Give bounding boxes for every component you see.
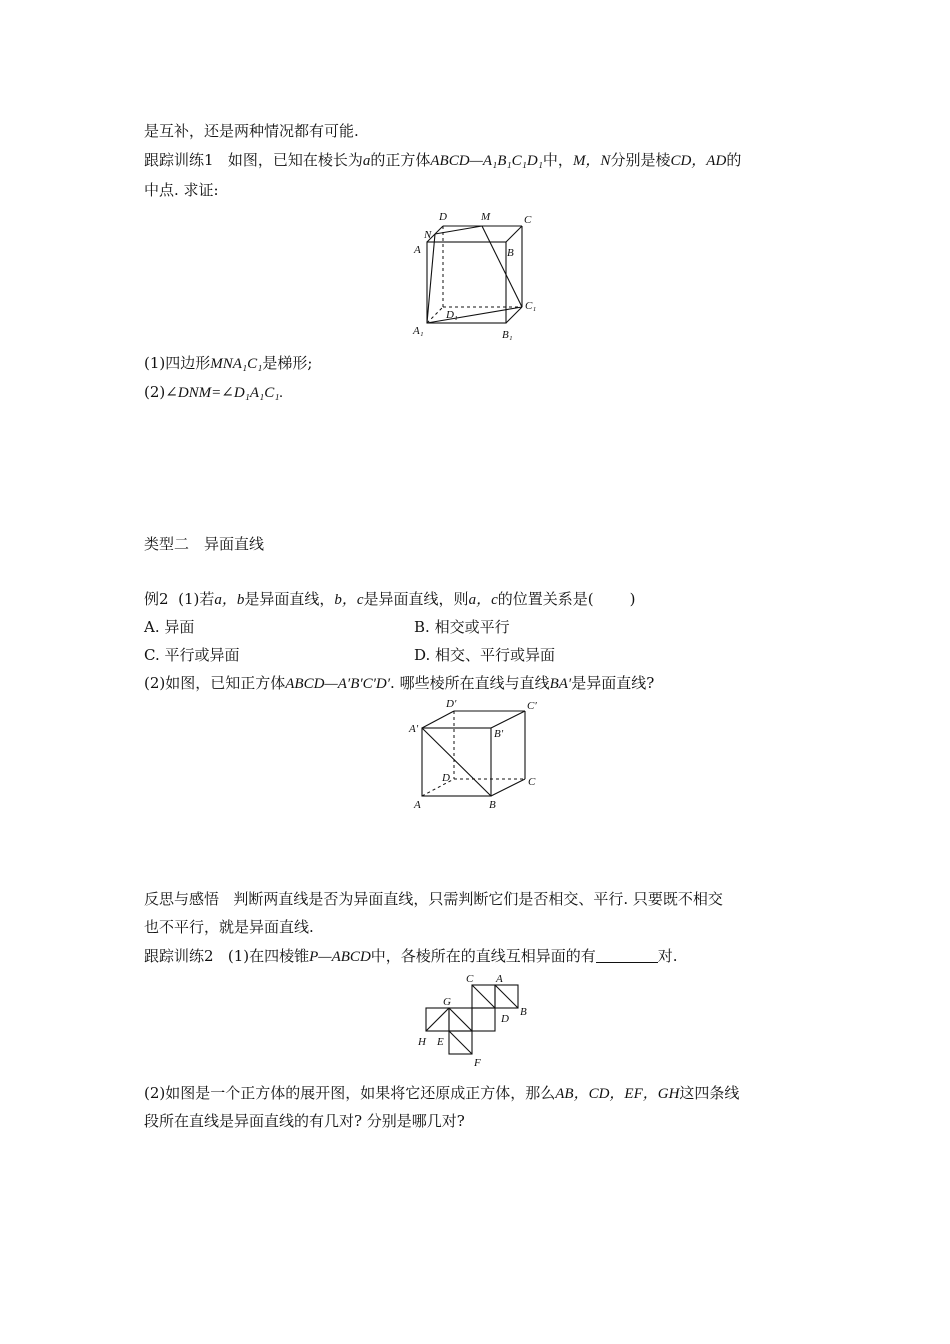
label-A: A bbox=[496, 973, 503, 985]
label-A: A bbox=[414, 244, 421, 256]
practice2-q1 bbox=[144, 946, 678, 967]
label-G: G bbox=[443, 996, 451, 1008]
label-A-prime: A′ bbox=[409, 723, 419, 735]
cube-net-figure bbox=[408, 970, 558, 1080]
reflection-label: 反思与感悟 bbox=[144, 890, 220, 908]
reflection-line1 bbox=[144, 889, 723, 909]
practice1-text: 的正方体 bbox=[370, 151, 431, 169]
label-B: B bbox=[520, 1006, 527, 1018]
ex2-text: . 哪些棱所在直线与直线 bbox=[390, 674, 550, 692]
option-A[interactable] bbox=[144, 617, 194, 637]
line-name: BA′ bbox=[549, 676, 572, 692]
option-key: D. bbox=[414, 646, 431, 664]
label-D1: D₁ bbox=[446, 309, 458, 321]
option-text: 异面 bbox=[164, 618, 195, 636]
p2-text: 这四条线 bbox=[679, 1084, 740, 1102]
edges-cd-ad: CD，AD bbox=[670, 153, 727, 169]
front-face bbox=[427, 242, 506, 323]
label-C: C bbox=[528, 776, 536, 788]
var-a: a bbox=[362, 153, 371, 169]
p2-text: 中，各棱所在的直线互相异面的有 bbox=[370, 947, 596, 965]
option-key: C. bbox=[144, 646, 160, 664]
intro-text: 是互补，还是两种情况都有可能. bbox=[144, 122, 359, 140]
practice1-text: 中， bbox=[542, 151, 573, 169]
label-C: C bbox=[524, 214, 532, 226]
q1-prefix: (1)四边形 bbox=[144, 354, 211, 372]
option-B[interactable] bbox=[414, 617, 510, 637]
answer-blank[interactable] bbox=[596, 948, 658, 963]
label-H: H bbox=[418, 1036, 426, 1048]
p2-text: (1)在四棱锥 bbox=[227, 947, 310, 965]
label-C1: C₁ bbox=[525, 300, 537, 312]
label-C-prime: C′ bbox=[527, 700, 537, 712]
example2-q1 bbox=[144, 589, 635, 610]
practice1-label: 跟踪训练1 bbox=[144, 151, 214, 169]
cube-figure-2 bbox=[408, 698, 558, 813]
example2-q2 bbox=[144, 673, 654, 694]
option-key: A. bbox=[144, 618, 160, 636]
ex2-text: 是异面直线， bbox=[244, 590, 335, 608]
p2-text: (2)如图是一个正方体的展开图，如果将它还原成正方体，那么 bbox=[144, 1084, 556, 1102]
p2-text: 对. bbox=[657, 947, 678, 965]
label-B: B bbox=[507, 247, 514, 259]
cube-name: ABCD—A′B′C′D′ bbox=[285, 676, 391, 692]
label-A: A bbox=[414, 799, 421, 811]
ex2-var: b，c bbox=[334, 592, 364, 608]
label-N: N bbox=[424, 229, 432, 241]
practice1-text: 如图，已知在棱长为 bbox=[227, 151, 363, 169]
practice1-line1 bbox=[144, 150, 741, 171]
practice1-text: 的 bbox=[726, 151, 742, 169]
cube-figure-1 bbox=[410, 208, 550, 343]
practice1-q1 bbox=[144, 353, 312, 374]
reflection-text: 判断两直线是否为异面直线，只需判断它们是否相交、平行. 只要既不相交 bbox=[233, 890, 723, 908]
label-D: D bbox=[501, 1013, 509, 1025]
reflection-line2: 也不平行，就是异面直线. bbox=[144, 918, 314, 936]
ex2-text: (1)若 bbox=[178, 590, 215, 608]
label-B1: B₁ bbox=[502, 329, 513, 341]
practice1-q2 bbox=[144, 382, 283, 403]
practice2-label: 跟踪训练2 bbox=[144, 947, 214, 965]
option-text: 相交或平行 bbox=[434, 618, 510, 636]
q2-prefix: (2)∠ bbox=[144, 383, 178, 401]
label-B: B bbox=[489, 799, 496, 811]
label-D-prime: D′ bbox=[446, 698, 457, 710]
label-C: C bbox=[466, 973, 474, 985]
pyramid-name: P—ABCD bbox=[309, 949, 371, 965]
label-E: E bbox=[437, 1036, 444, 1048]
practice2-q2-line1 bbox=[144, 1083, 739, 1104]
example2-label: 例2 bbox=[144, 590, 169, 608]
ex2-var: a，b bbox=[214, 592, 245, 608]
quad-name: MNA₁C₁ bbox=[210, 356, 263, 372]
diagonal-BA bbox=[422, 728, 491, 796]
q1-suffix: 是梯形; bbox=[262, 354, 313, 372]
practice1-text: 分别是棱 bbox=[610, 151, 671, 169]
section-title: 类型二 异面直线 bbox=[144, 535, 265, 553]
option-D[interactable] bbox=[414, 645, 555, 665]
ex2-text: 是异面直线? bbox=[571, 674, 655, 692]
ex2-text: 是异面直线，则 bbox=[363, 590, 469, 608]
practice2-q2-line2: 段所在直线是异面直线的有几对? 分别是哪几对? bbox=[144, 1112, 465, 1130]
ex2-var: a，c bbox=[468, 592, 498, 608]
segment-names: AB，CD，EF，GH bbox=[555, 1086, 680, 1102]
label-B-prime: B′ bbox=[494, 728, 504, 740]
option-text: 相交、平行或异面 bbox=[435, 646, 556, 664]
label-D: D bbox=[439, 211, 447, 223]
ex2-text: 的位置关系是( bbox=[497, 590, 594, 608]
option-C[interactable] bbox=[144, 645, 240, 665]
points-mn: M，N bbox=[572, 153, 611, 169]
label-A1: A₁ bbox=[413, 325, 424, 337]
angle-expr: DNM=∠D₁A₁C₁. bbox=[177, 385, 284, 401]
ex2-text: ) bbox=[629, 590, 636, 608]
ex2-text: (2)如图，已知正方体 bbox=[144, 674, 286, 692]
cube-name: ABCD—A₁B₁C₁D₁ bbox=[430, 153, 543, 169]
option-key: B. bbox=[414, 618, 430, 636]
label-F: F bbox=[474, 1057, 481, 1069]
practice1-line2: 中点. 求证: bbox=[144, 181, 219, 199]
label-M: M bbox=[481, 211, 491, 223]
label-D: D bbox=[442, 772, 450, 784]
option-text: 平行或异面 bbox=[164, 646, 240, 664]
